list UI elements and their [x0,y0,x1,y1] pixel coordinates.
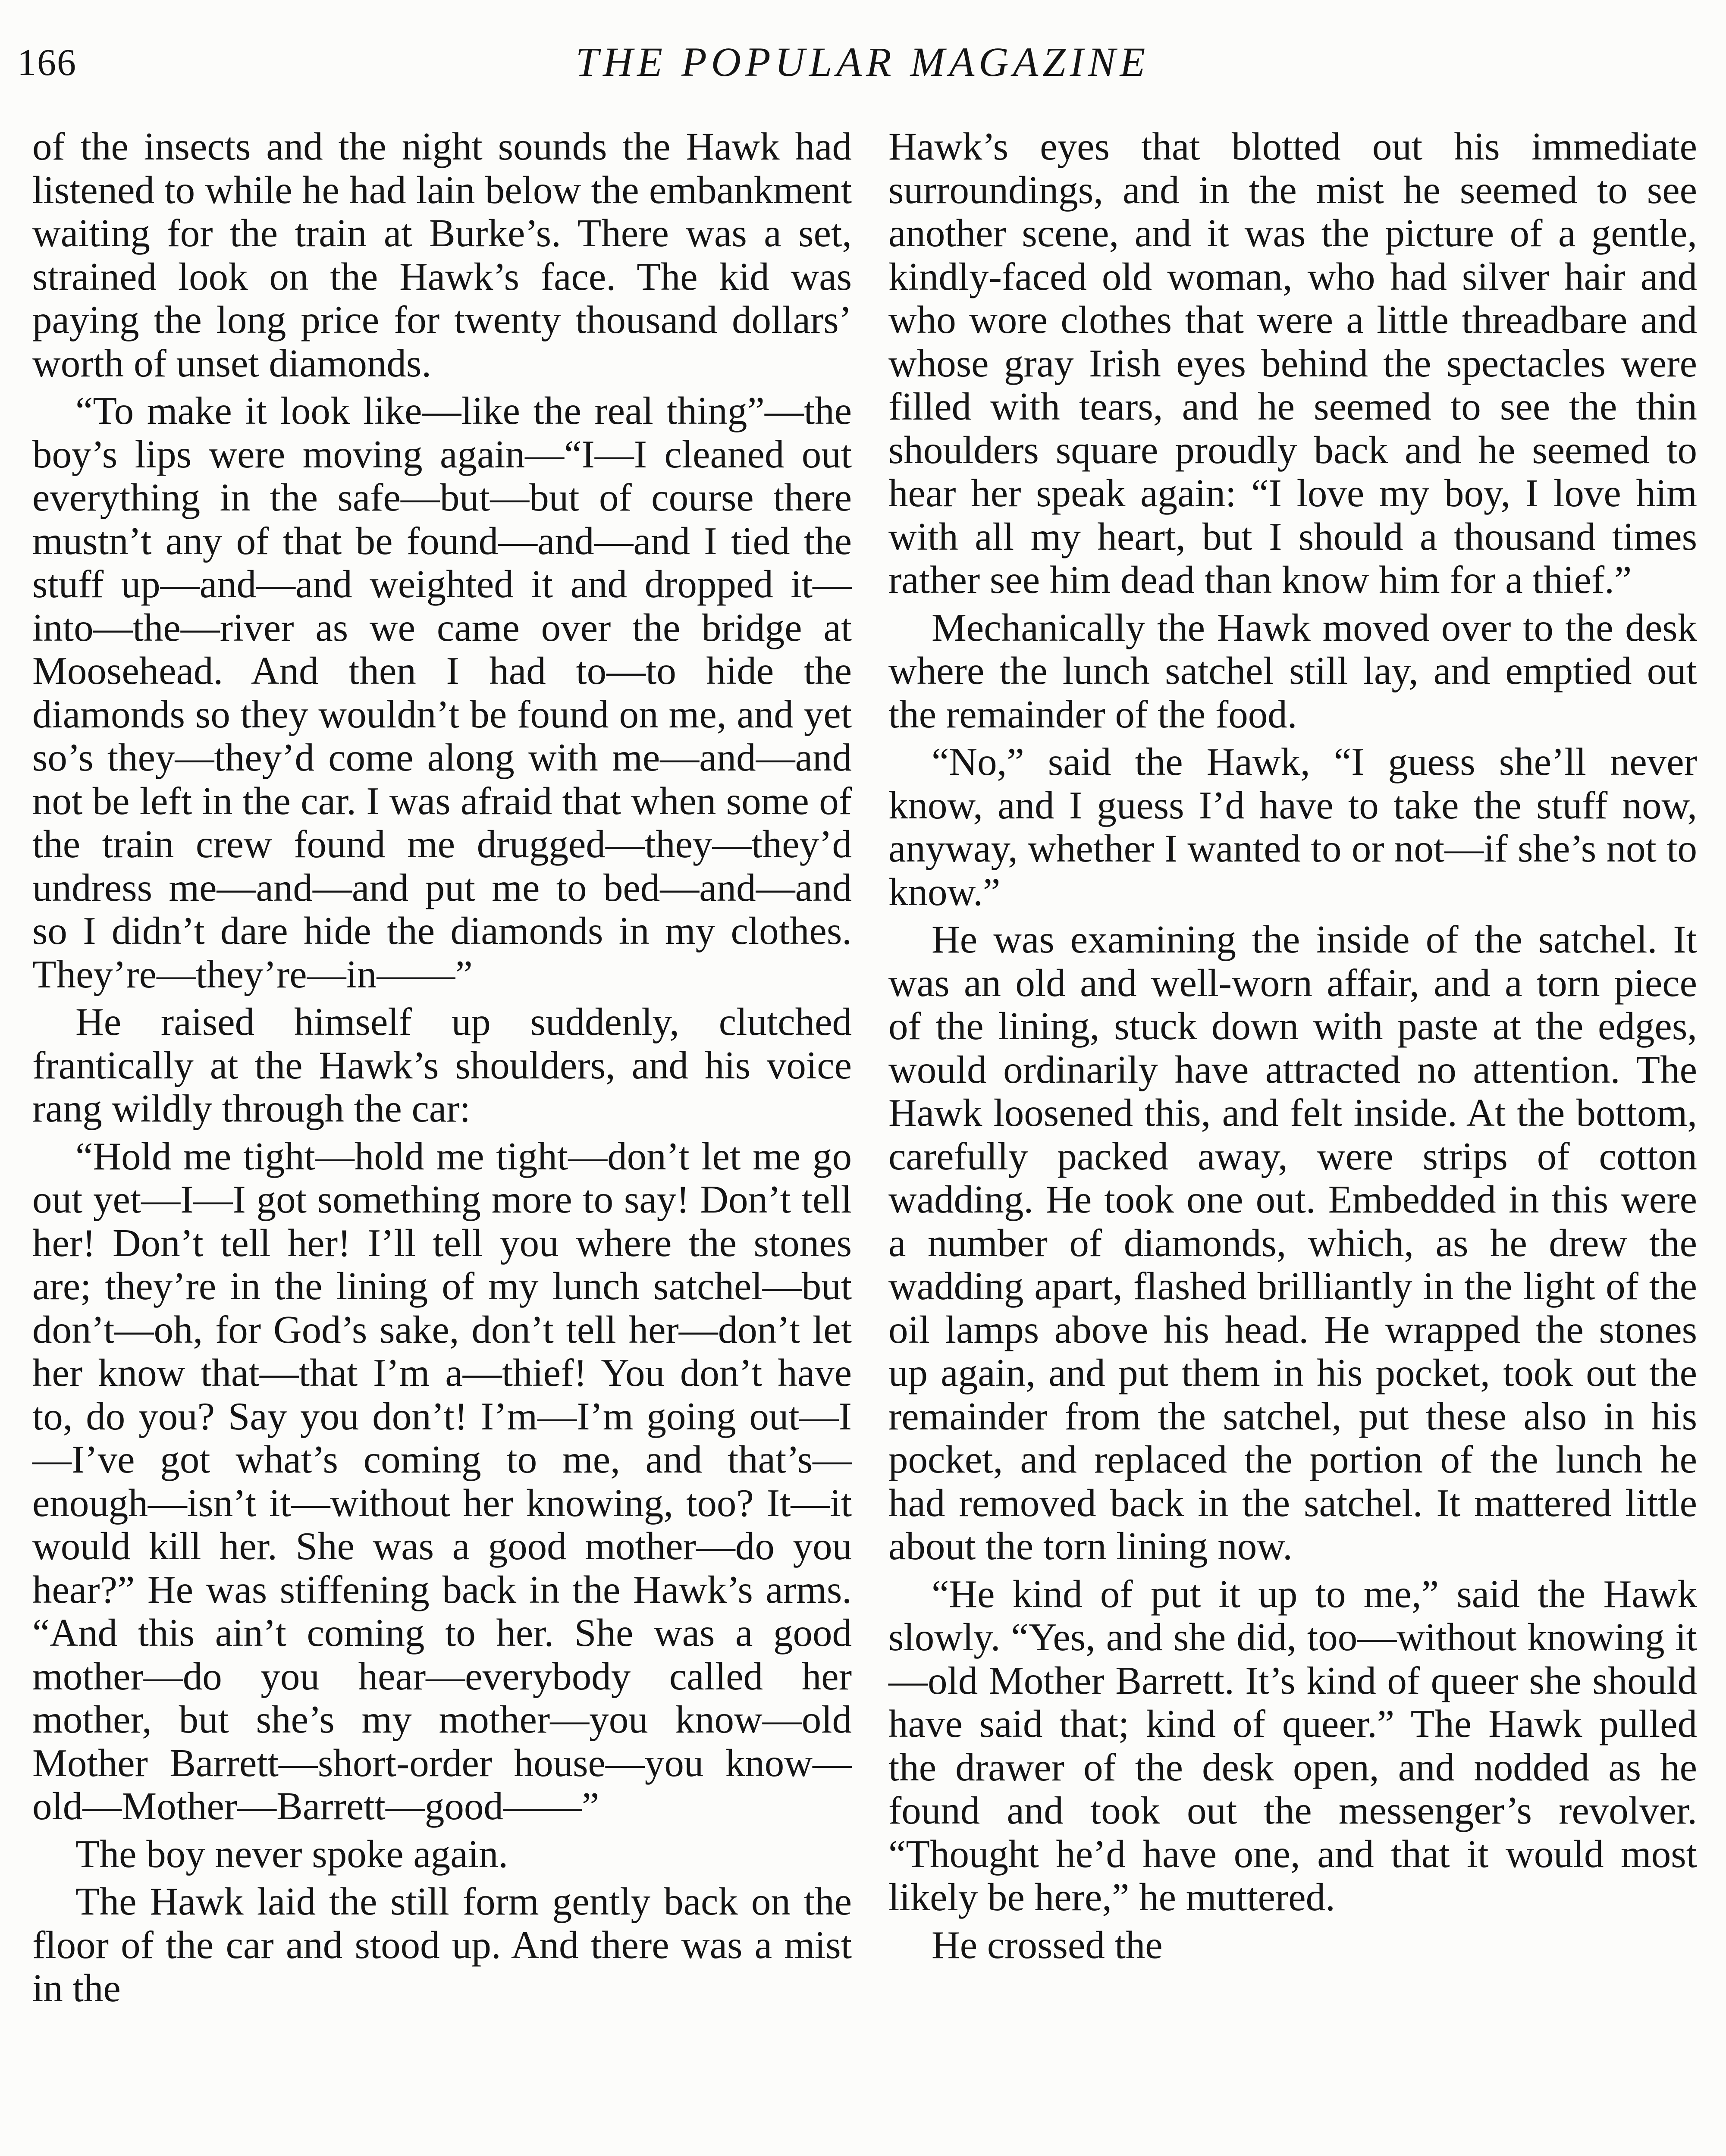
paragraph: “He kind of put it up to me,” said the Hawk slowly. “Yes, and she did, too—without knowing it—old Mother Barrett. It’s kind of queer she should have said that; kind of queer.” The Hawk pulled the drawer of the desk open, and nodded as he found and took out the messenger’s revolver. “Thought he’d have one, and that it would most likely be here,” he muttered. [888,1572,1697,1919]
page-number: 166 [17,42,77,84]
paragraph: of the insects and the night sounds the Hawk had listened to while he had lain below the embankment waiting for the train at Burke’s. There was a set, strained look on the Hawk’s face. The kid was paying the long price for twenty thousand dollars’ worth of unset diamonds. [32,125,852,385]
paragraph: He crossed the [932,1923,1163,1967]
paragraph: “No,” said the Hawk, “I guess she’ll never know, and I guess I’d have to take the stuff now, anyway, whether I wanted to or not—if she’s not to know.” [888,740,1697,914]
running-head: THE POPULAR MAGAZINE [575,39,1150,85]
paragraph: “Hold me tight—hold me tight—don’t let me go out yet—I—I got something more to say! Don’t tell her! Don’t tell her! I’ll tell you where the stones are; they’re in the lining of my lunch satchel—but don’t—oh, for God’s sake, don’t tell her—don’t let her know that—that I’m a—thief! You don’t have to, do you? Say you don’t! I’m—I’m going out—I—I’ve got what’s coming to me, and that’s—enough—isn’t it—without her knowing, too? It—it would kill her. She was a good mother—do you hear?” He was stiffening back in the Hawk’s arms. “And this ain’t coming to her. She was a good mother—do you hear—everybody called her mother, but she’s my mother—you know—old Mother Barrett—short-order house—you know—old—Mother—Barrett—good——” [32,1134,852,1828]
paragraph: The boy never spoke again. [75,1832,508,1876]
paragraph: He was examining the inside of the satchel. It was an old and well-worn affair, and a torn piece of the lining, stuck down with paste at the edges, would ordinarily have attracted no attention. The Hawk loosened this, and felt inside. At the bottom, carefully packed away, were strips of cotton wadding. He took one out. Embedded in this were a number of diamonds, which, as he drew the wadding apart, flashed brilliantly in the light of the oil lamps above his head. He wrapped the stones up again, and put them in his pocket, took out the remainder from the satchel, put these also in his pocket, and replaced the portion of the lunch he had removed back in the satchel. It mattered little about the torn lining now. [888,918,1697,1568]
paragraph: “To make it look like—like the real thing”—the boy’s lips were moving again—“I—I cleaned out everything in the safe—but—but of course there mustn’t any of that be found—and—and I tied the stuff up—and—and weighted it and dropped it—into—the—river as we came over the bridge at Moosehead. And then I had to—to hide the diamonds so they wouldn’t be found on me, and yet so’s they—they’d come along with me—and—and not be left in the car. I was afraid that when some of the train crew found me drugged—they—they’d undress me—and—and put me to bed—and—and so I didn’t dare hide the diamonds in my clothes. They’re—they’re—in——” [32,389,852,996]
left-column [32,125,852,2015]
paragraph: He raised himself up suddenly, clutched frantically at the Hawk’s shoulders, and his voice rang wildly through the car: [32,1000,852,1130]
paragraph: Hawk’s eyes that blotted out his immediate surroundings, and in the mist he seemed to see another scene, and it was the picture of a gentle, kindly-faced old woman, who had silver hair and who wore clothes that were a little threadbare and whose gray Irish eyes behind the spectacles were filled with tears, and he seemed to see the thin shoulders square proudly back and he seemed to hear her speak again: “I love my boy, I love him with all my heart, but I should a thousand times rather see him dead than know him for a thief.” [888,125,1697,602]
right-column [888,125,1697,1971]
paragraph: The Hawk laid the still form gently back on the floor of the car and stood up. And there was a mist in the [32,1880,852,2010]
paragraph: Mechanically the Hawk moved over to the desk where the lunch satchel still lay, and emptied out the remainder of the food. [888,605,1697,736]
